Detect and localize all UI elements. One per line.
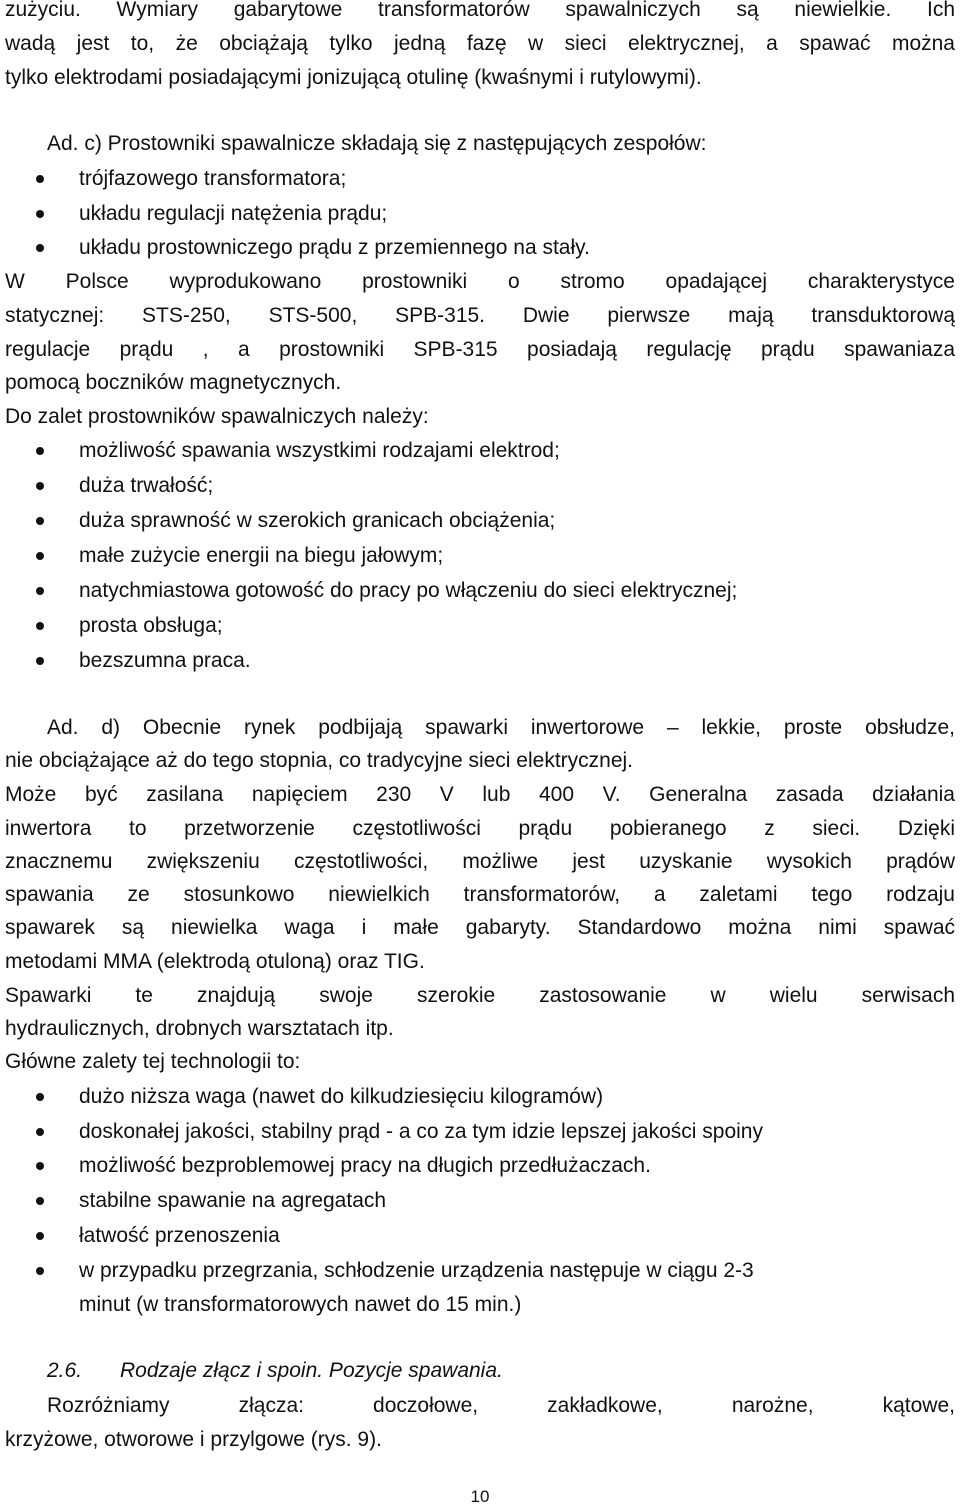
section-d-advantage-1: dużo niższa waga (nawet do kilkudziesięciu kilogramów) xyxy=(79,1085,604,1108)
bullet-icon xyxy=(36,244,44,252)
intro-line-2: wadą jest to, że obciążają tylko jedną fazę w sieci elektrycznej, a spawać można xyxy=(5,32,955,55)
section-d-paragraph-line-1: Ad. d) Obecnie rynek podbijają spawarki inwertorowe – lekkie, proste obsłudze, xyxy=(47,716,955,739)
section-c-advantage-4: małe zużycie energii na biegu jałowym; xyxy=(79,544,444,567)
section-d-paragraph-line-10: hydraulicznych, drobnych warsztatach itp. xyxy=(5,1017,394,1040)
section-d-paragraph-line-6: spawania ze stosunkowo niewielkich transformatorów, a zaletami tego rodzaju xyxy=(5,883,955,906)
section-d-advantage-3: możliwość bezproblemowej pracy na długich przedłużaczach. xyxy=(79,1154,651,1177)
section-d-paragraph-line-5: znacznemu zwiększeniu częstotliwości, możliwe jest uzyskanie wysokich prądów xyxy=(5,850,955,873)
section-d-advantage-5: łatwość przenoszenia xyxy=(79,1224,280,1247)
section-2-6-paragraph-line-2: krzyżowe, otworowe i przylgowe (rys. 9). xyxy=(5,1428,382,1451)
section-c-advantage-3: duża sprawność w szerokich granicach obciążenia; xyxy=(79,509,556,532)
section-2-6-paragraph-line-1: Rozróżniamy złącza: doczołowe, zakładkowe, narożne, kątowe, xyxy=(47,1394,955,1417)
section-c-intro: Ad. c) Prostowniki spawalnicze składają się z następujących zespołów: xyxy=(47,132,707,155)
bullet-icon xyxy=(36,447,44,455)
page-number: 10 xyxy=(470,1487,490,1506)
bullet-icon xyxy=(36,552,44,560)
section-c-bullet-1: trójfazowego transformatora; xyxy=(79,167,347,190)
section-d-advantage-2: doskonałej jakości, stabilny prąd - a co za tym idzie lepszej jakości spoiny xyxy=(79,1120,763,1143)
section-c-advantages-title: Do zalet prostowników spawalniczych należy: xyxy=(5,405,429,428)
bullet-icon xyxy=(36,1093,44,1101)
intro-line-1: zużyciu. Wymiary gabarytowe transformatorów spawalniczych są niewielkie. Ich xyxy=(5,0,955,21)
section-d-paragraph-line-2: nie obciążające aż do tego stopnia, co tradycyjne sieci elektrycznej. xyxy=(5,749,634,772)
section-c-bullet-2: układu regulacji natężenia prądu; xyxy=(79,202,388,225)
bullet-icon xyxy=(36,1162,44,1170)
section-d-advantage-6-continued: minut (w transformatorowych nawet do 15 min.) xyxy=(79,1293,522,1316)
section-d-paragraph-line-3: Może być zasilana napięciem 230 V lub 400 V. Generalna zasada działania xyxy=(5,783,955,806)
section-c-advantage-5: natychmiastowa gotowość do pracy po włączeniu do sieci elektrycznej; xyxy=(79,579,738,602)
bullet-icon xyxy=(36,622,44,630)
section-c-paragraph-line-3: regulacje prądu , a prostowniki SPB-315 posiadają regulację prądu spawaniaza xyxy=(5,338,955,361)
section-c-advantage-6: prosta obsługa; xyxy=(79,614,223,637)
section-title: Rodzaje złącz i spoin. Pozycje spawania. xyxy=(120,1359,503,1382)
bullet-icon xyxy=(36,587,44,595)
bullet-icon xyxy=(36,210,44,218)
bullet-icon xyxy=(36,517,44,525)
section-c-paragraph-line-1: W Polsce wyprodukowano prostowniki o stromo opadającej charakterystyce xyxy=(5,270,955,293)
bullet-icon xyxy=(36,1197,44,1205)
bullet-icon xyxy=(36,1232,44,1240)
section-d-advantage-4: stabilne spawanie na agregatach xyxy=(79,1189,387,1212)
bullet-icon xyxy=(36,482,44,490)
section-c-advantage-2: duża trwałość; xyxy=(79,474,214,497)
section-d-advantage-6: w przypadku przegrzania, schłodzenie urządzenia następuje w ciągu 2-3 xyxy=(79,1259,754,1282)
bullet-icon xyxy=(36,1128,44,1136)
section-c-advantage-7: bezszumna praca. xyxy=(79,649,251,672)
section-c-paragraph-line-2: statycznej: STS-250, STS-500, SPB-315. Dwie pierwsze mają transduktorową xyxy=(5,304,955,327)
section-d-paragraph-line-7: spawarek są niewielka waga i małe gabaryty. Standardowo można nimi spawać xyxy=(5,916,955,939)
section-d-paragraph-line-8: metodami MMA (elektrodą otuloną) oraz TIG. xyxy=(5,950,425,973)
section-c-bullet-3: układu prostowniczego prądu z przemiennego na stały. xyxy=(79,236,590,259)
intro-line-3: tylko elektrodami posiadającymi jonizującą otulinę (kwaśnymi i rutylowymi). xyxy=(5,66,702,89)
section-d-paragraph-line-4: inwertora to przetworzenie częstotliwości prądu pobieranego z sieci. Dzięki xyxy=(5,817,955,840)
section-c-advantage-1: możliwość spawania wszystkimi rodzajami elektrod; xyxy=(79,439,560,462)
bullet-icon xyxy=(36,657,44,665)
section-number: 2.6. xyxy=(47,1359,83,1382)
section-d-advantages-title: Główne zalety tej technologii to: xyxy=(5,1050,301,1073)
bullet-icon xyxy=(36,1267,44,1275)
bullet-icon xyxy=(36,175,44,183)
section-c-paragraph-line-4: pomocą boczników magnetycznych. xyxy=(5,371,342,394)
section-d-paragraph-line-9: Spawarki te znajdują swoje szerokie zastosowanie w wielu serwisach xyxy=(5,984,955,1007)
